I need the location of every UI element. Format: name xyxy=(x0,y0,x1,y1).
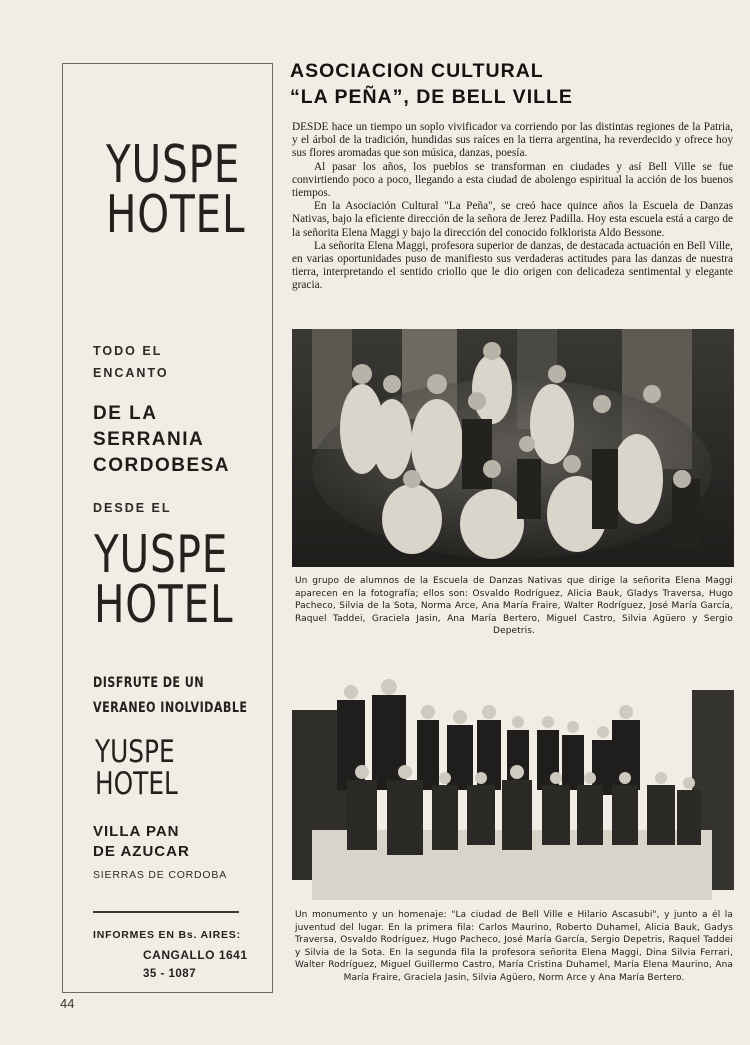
article-paragraph-3: En la Asociación Cultural "La Peña", se creó hace quince años la Escuela de Danzas Nativas, bajo la eficiente dirección de la señora de Jerez Padilla. Hoy esta escuela está a cargo de la señorita Elena Maggi y bajo la dirección del conocido folklorista Aldo Bessone. xyxy=(292,200,733,239)
ad-hotel-name-3-line2: HOTEL xyxy=(95,766,178,802)
ad-hotel-name-3-line1: YUSPE xyxy=(95,734,175,770)
ad-disfrute-line1: DISFRUTE DE UN xyxy=(93,675,205,691)
ad-address: CANGALLO 1641 xyxy=(143,948,248,962)
ad-disfrute-line2: VERANEO INOLVIDABLE xyxy=(93,700,248,716)
article-title-line2: “LA PEÑA”, DE BELL VILLE xyxy=(290,86,573,108)
ad-sierras: SIERRAS DE CORDOBA xyxy=(93,869,228,881)
ad-villa-line1: VILLA PAN xyxy=(93,823,180,840)
article-body xyxy=(292,121,733,293)
ad-serrania xyxy=(93,401,230,479)
ad-serrania-line1: DE LA xyxy=(93,403,158,424)
article-title-line1: ASOCIACION CULTURAL xyxy=(290,60,544,82)
ad-hotel-name-3 xyxy=(95,736,178,800)
ad-serrania-line2: SERRANIA xyxy=(93,429,205,450)
ad-hotel-name-2-line2: HOTEL xyxy=(94,575,234,635)
ad-hotel-name-1 xyxy=(106,135,246,245)
article-paragraph-1: DESDE hace un tiempo un soplo vivificador va corriendo por las distintas regiones de la Patria, y el árbol de la tradición, hundidas sus raíces en la tierra argentina, ha reverdecido y ofrece hoy sus flores aromadas que son música, danzas, poesía. xyxy=(292,121,733,160)
caption-photo-1: Un grupo de alumnos de la Escuela de Danzas Nativas que dirige la señorita Elena Maggi aparecen en la fotografía; ellos son: Osvaldo Rodríguez, Alicia Bauk, Gladys Traversa, Hugo Pacheco, Silvia de la Sota, Norma Arce, Ana María Fraire, Walter Rodríguez, José María García, Raquel Taddei, Graciela Jasin, Ana María Bertero, Miguel Castro, Silvia Agüero y Sergio Depetris. xyxy=(295,576,733,637)
page-number: 44 xyxy=(60,996,75,1011)
ad-hotel-name-2 xyxy=(94,525,234,635)
ad-hotel-name-1-line1: YUSPE xyxy=(106,135,241,195)
ad-phone: 35 - 1087 xyxy=(143,968,197,980)
ad-encanto: ENCANTO xyxy=(93,366,169,380)
photo-dance-students xyxy=(292,329,734,567)
ad-villa xyxy=(93,822,190,862)
caption-photo-2: Un monumento y un homenaje: "La ciudad de Bell Ville e Hilario Ascasubi", y junto a él la juventud del lugar. En la primera fila: Carlos Maurino, Roberto Duhamel, Alicia Bauk, Gadys Traversa, Osvaldo Rodríguez, Hugo Pacheco, José María García, Sergio Depetris, Raquel Taddei y Silvia de la Sota. En la segunda fila la profesora señorita Elena Maggi, Dina Silvia Ferrari, Walter Rodríguez, Miguel Guillermo Castro, María Cristina Duhamel, María Elena Maurino, Ana María Fraire, Graciela Jasin, Silvia Agüero, Norm Arce y Ana María Bertero. xyxy=(295,910,733,983)
photo-monument-youth xyxy=(292,670,734,900)
ad-hotel-name-1-line2: HOTEL xyxy=(106,185,246,245)
ad-todo-el: TODO EL xyxy=(93,344,163,358)
ad-informes: INFORMES EN Bs. AIRES: xyxy=(93,929,241,941)
ad-serrania-line3: CORDOBESA xyxy=(93,455,231,476)
ad-divider xyxy=(93,911,239,913)
ad-hotel-name-2-line1: YUSPE xyxy=(94,525,229,585)
article-paragraph-2: Al pasar los años, los pueblos se transforman en ciudades y así Bell Ville se fue convirtiendo poco a poco, llegando a esta ciudad de abolengo espiritual la acción de los buenos tiempos. xyxy=(292,160,733,200)
ad-desde-el: DESDE EL xyxy=(93,501,172,515)
article-paragraph-4: La señorita Elena Maggi, profesora superior de danzas, de destacada actuación en Bell Ville, en varias oportunidades puso de manifiesto sus verdaderas actitudes para las danzas de nuestra tierra, interpretando el sentido criollo que le dio origen con delicadeza sentimental y elegante gracia. xyxy=(292,239,733,292)
ad-villa-line2: DE AZUCAR xyxy=(93,843,190,860)
